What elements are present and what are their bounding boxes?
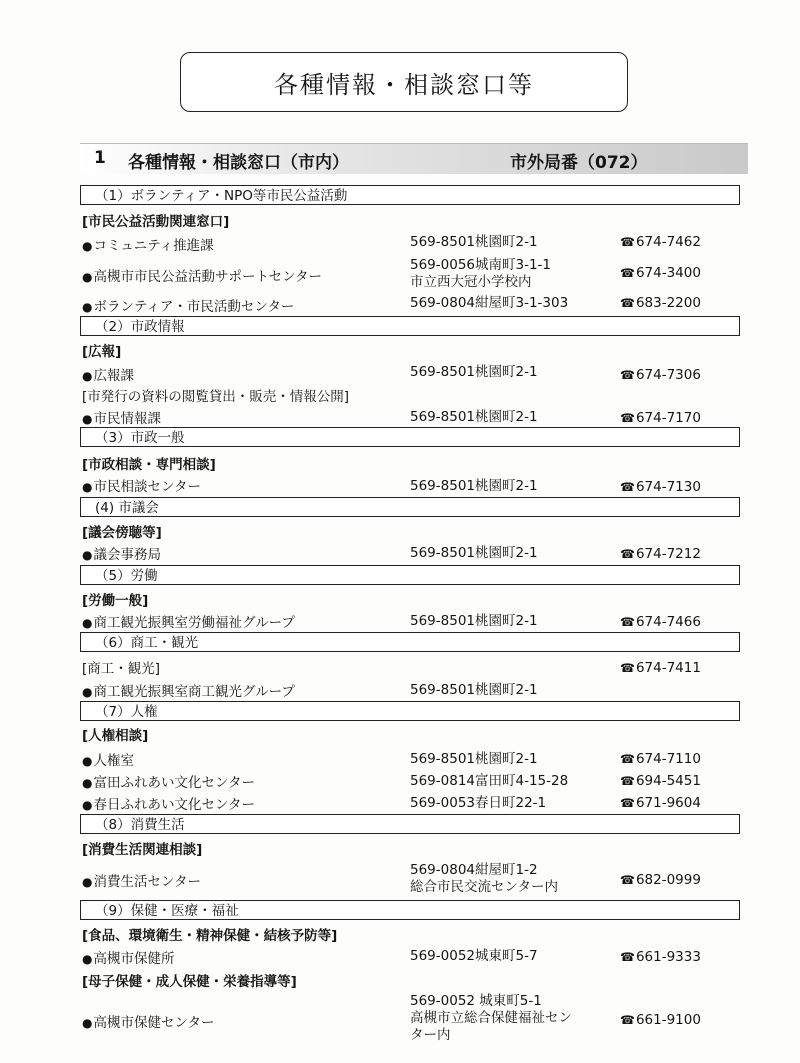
subhead-consumer: [消費生活関連相談]	[82, 842, 203, 858]
subhead-food-environment: [食品、環境衛生・精神保健・結核予防等]	[82, 928, 338, 944]
bullet-icon: ●	[82, 952, 93, 966]
address: 569-0814富田町4-15-28	[410, 773, 569, 789]
address: 569-8501桃園町2-1	[410, 751, 538, 767]
bullet-icon: ●	[82, 685, 93, 699]
address: 569-8501桃園町2-1	[410, 364, 538, 380]
bullet-icon: ●	[82, 548, 93, 562]
phone-icon: ☎	[620, 752, 635, 766]
section-header	[80, 143, 748, 174]
address: 569-8501桃園町2-1	[410, 234, 538, 250]
tel-number: 682-0999	[635, 872, 701, 888]
bullet-icon: ●	[82, 239, 93, 253]
subhead-civic-activity: [市民公益活動関連窓口]	[82, 214, 230, 230]
address: 569-0804紺屋町3-1-303	[410, 295, 569, 311]
office-name: 富田ふれあい文化センター	[93, 775, 255, 791]
area-code: 市外局番（072）	[510, 153, 648, 173]
address: 569-0053春日町22-1	[410, 795, 547, 811]
section-title: 各種情報・相談窓口（市内）	[128, 153, 349, 173]
phone-icon: ☎	[620, 873, 635, 887]
address-line2: 高槻市立総合保健福祉セン	[410, 1010, 572, 1026]
subhead-human-rights: [人権相談]	[82, 728, 149, 744]
tel-number: 674-7411	[635, 660, 701, 676]
category-labor: （5）労働	[80, 565, 740, 585]
bullet-icon: ●	[82, 776, 93, 790]
office-name: 市民相談センター	[93, 479, 201, 495]
tel-number: 674-7110	[635, 751, 701, 767]
tel-number: 683-2200	[635, 295, 701, 311]
subhead-documents: [市発行の資料の閲覧貸出・販売・情報公開]	[82, 389, 350, 405]
office-name: 議会事務局	[93, 547, 161, 563]
subhead-council-observe: [議会傍聴等]	[82, 525, 162, 541]
address: 569-0052城東町5-7	[410, 948, 538, 964]
category-human-rights: （7）人権	[80, 701, 740, 721]
category-consumer: （8）消費生活	[80, 814, 740, 834]
bullet-icon: ●	[82, 1016, 93, 1030]
tel-number: 674-3400	[635, 265, 701, 281]
office-name: 広報課	[93, 368, 134, 384]
tel-number: 674-7466	[635, 614, 701, 630]
bullet-icon: ●	[82, 480, 93, 494]
phone-icon: ☎	[620, 547, 635, 561]
tel-number: 674-7306	[635, 367, 701, 383]
commerce-tel	[620, 660, 701, 676]
bullet-icon: ●	[82, 412, 93, 426]
address: 569-8501桃園町2-1	[410, 478, 538, 494]
tel-number: 674-7212	[635, 546, 701, 562]
address: 569-8501桃園町2-1	[410, 613, 538, 629]
office-name: 高槻市保健センター	[93, 1015, 215, 1031]
office-name: 市民情報課	[93, 411, 161, 427]
tel-number: 674-7462	[635, 234, 701, 250]
phone-icon: ☎	[620, 1013, 635, 1027]
tel-number: 674-7170	[635, 410, 701, 426]
category-city-council: (4) 市議会	[80, 497, 740, 517]
category-city-info: （2）市政情報	[80, 316, 740, 336]
tel-number: 661-9333	[635, 949, 701, 965]
address: 569-0056城南町3-1-1	[410, 257, 552, 273]
address: 569-8501桃園町2-1	[410, 545, 538, 561]
subhead-public-relations: [広報]	[82, 344, 122, 360]
address: 569-8501桃園町2-1	[410, 409, 538, 425]
subhead-consultation: [市政相談・専門相談]	[82, 457, 216, 473]
bullet-icon: ●	[82, 270, 93, 284]
tel-number: 671-9604	[635, 795, 701, 811]
category-volunteer: （1）ボランティア・NPO等市民公益活動	[80, 185, 740, 205]
phone-icon: ☎	[620, 235, 635, 249]
office-name: 高槻市保健所	[93, 951, 175, 967]
phone-icon: ☎	[620, 661, 635, 675]
address-line2: 市立西大冠小学校内	[410, 274, 532, 290]
address-line2: 総合市民交流センター内	[410, 879, 558, 895]
phone-icon: ☎	[620, 615, 635, 629]
page-title: 各種情報・相談窓口等	[180, 52, 628, 112]
phone-icon: ☎	[620, 266, 635, 280]
bullet-icon: ●	[82, 798, 93, 812]
address-line3: ター内	[410, 1027, 451, 1043]
office-name: ボランティア・市民活動センター	[93, 299, 295, 315]
office-name: コミュニティ推進課	[93, 238, 214, 254]
office-name: 高槻市市民公益活動サポートセンター	[93, 269, 323, 285]
section-number: 1	[94, 148, 106, 168]
phone-icon: ☎	[620, 774, 635, 788]
office-name: 人権室	[93, 753, 134, 769]
bullet-icon: ●	[82, 616, 93, 630]
category-health: （9）保健・医療・福祉	[80, 900, 740, 920]
bullet-icon: ●	[82, 300, 93, 314]
category-city-general: （3）市政一般	[80, 427, 740, 447]
phone-icon: ☎	[620, 368, 635, 382]
address: 569-8501桃園町2-1	[410, 682, 538, 698]
category-commerce: （6）商工・観光	[80, 632, 740, 652]
phone-icon: ☎	[620, 411, 635, 425]
phone-icon: ☎	[620, 796, 635, 810]
subhead-commerce: [商工・観光]	[82, 661, 161, 677]
office-name: 商工観光振興室商工観光グループ	[93, 684, 295, 700]
phone-icon: ☎	[620, 296, 635, 310]
office-name: 消費生活センター	[93, 874, 201, 890]
subhead-maternal-health: [母子保健・成人保健・栄養指導等]	[82, 974, 297, 990]
bullet-icon: ●	[82, 875, 93, 889]
bullet-icon: ●	[82, 369, 93, 383]
office-name: 春日ふれあい文化センター	[93, 797, 255, 813]
phone-icon: ☎	[620, 950, 635, 964]
tel-number: 661-9100	[635, 1012, 701, 1028]
tel-number: 674-7130	[635, 479, 701, 495]
address: 569-0052 城東町5-1	[410, 993, 542, 1009]
bullet-icon: ●	[82, 754, 93, 768]
subhead-labor-general: [労働一般]	[82, 593, 149, 609]
phone-icon: ☎	[620, 480, 635, 494]
address: 569-0804紺屋町1-2	[410, 862, 538, 878]
office-name: 商工観光振興室労働福祉グループ	[93, 615, 295, 631]
tel-number: 694-5451	[635, 773, 701, 789]
